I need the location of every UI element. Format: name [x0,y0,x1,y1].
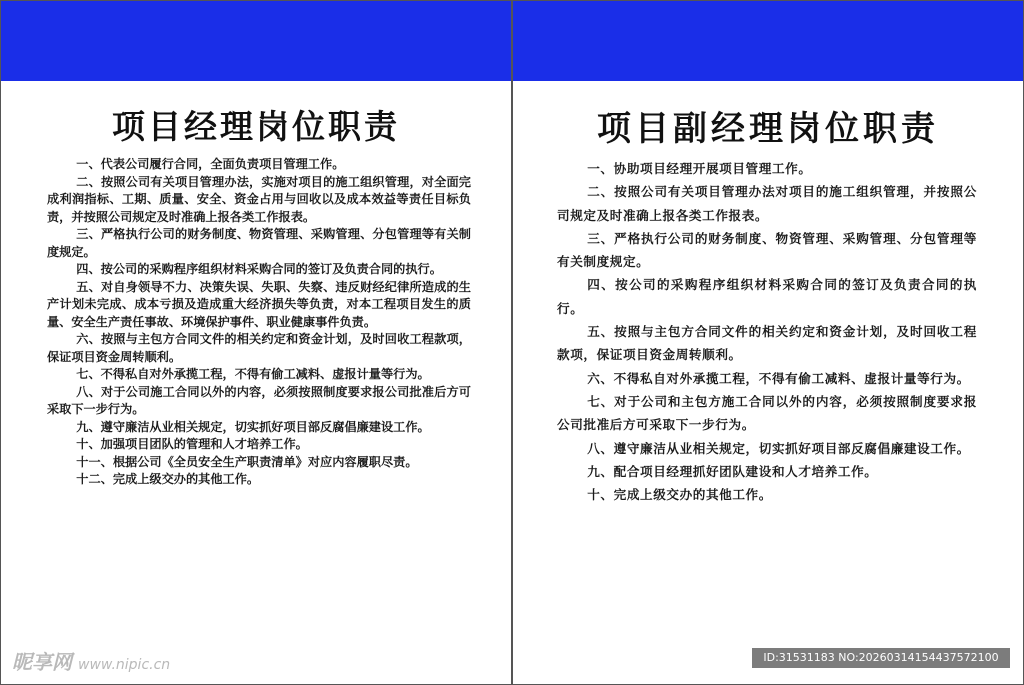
duty-item: 五、对自身领导不力、决策失误、失职、失察、违反财经纪律所造成的生产计划未完成、成本亏损及造成重大经济损失等负责，对本工程项目发生的质量、安全生产责任事故、环境保护事件、职业健康事件负责。 [47,279,471,329]
board-title: 项目经理岗位职责 [112,107,400,146]
watermark [12,646,170,672]
duty-item: 六、按照与主包方合同文件的相关约定和资金计划，及时回收工程款项，保证项目资金周转顺利。 [47,332,471,364]
duty-item: 三、严格执行公司的财务制度、物资管理、采购管理、分包管理等有关制度规定。 [557,230,977,270]
duty-item: 七、不得私自对外承揽工程，不得有偷工减料、虚报计量等行为。 [76,367,430,381]
duty-item: 一、协助项目经理开展项目管理工作。 [587,161,812,176]
watermark-brand: 昵享网 [12,650,72,674]
duty-list [47,156,471,489]
duty-item: 二、按照公司有关项目管理办法，实施对项目的施工组织管理，对全面完成利润指标、工期、质量、安全、资金占用与回收以及成本效益等责任目标负责，并按照公司规定及时准确上报各类工作报表。 [47,174,471,224]
duty-item: 五、按照与主包方合同文件的相关约定和资金计划，及时回收工程款项，保证项目资金周转顺利。 [557,324,977,363]
image-id-bar: ID:31531183 NO:20260314154437572100 [752,648,1010,668]
duty-item: 二、按照公司有关项目管理办法对项目的施工组织管理，并按照公司规定及时准确上报各类工作报表。 [557,184,977,223]
duty-item: 十、完成上级交办的其他工作。 [587,487,772,503]
duty-item: 十一、根据公司《全员安全生产职责清单》对应内容履职尽责。 [76,454,418,469]
watermark-url: www.nipic.cn [78,657,171,673]
duty-item: 八、遵守廉洁从业相关规定，切实抓好项目部反腐倡廉建设工作。 [587,440,970,456]
duty-item: 十、加强项目团队的管理和人才培养工作。 [76,437,308,451]
duty-item: 四、按公司的采购程序组织材料采购合同的签订及负责合同的执行。 [76,262,442,276]
top-color-bar [1,1,511,81]
board-title: 项目副经理岗位职责 [597,109,939,149]
duty-item: 八、对于公司施工合同以外的内容，必须按照制度要求报公司批准后方可采取下一步行为。 [47,384,471,416]
duty-item: 十二、完成上级交办的其他工作。 [76,472,260,486]
top-color-bar [513,1,1023,81]
duty-item: 四、按公司的采购程序组织材料采购合同的签订及负责合同的执行。 [557,277,977,316]
duty-item: 九、遵守廉洁从业相关规定，切实抓好项目部反腐倡廉建设工作。 [76,419,430,434]
duty-list [557,157,977,506]
duty-item: 六、不得私自对外承揽工程，不得有偷工减料、虚报计量等行为。 [587,370,970,386]
duty-item: 七、对于公司和主包方施工合同以外的内容，必须按照制度要求报公司批准后方可采取下一步行为。 [557,393,977,433]
duty-item: 一、代表公司履行合同，全面负责项目管理工作。 [76,157,345,171]
duty-item: 九、配合项目经理抓好团队建设和人才培养工作。 [587,463,878,479]
duty-item: 三、严格执行公司的财务制度、物资管理、采购管理、分包管理等有关制度规定。 [47,227,471,259]
